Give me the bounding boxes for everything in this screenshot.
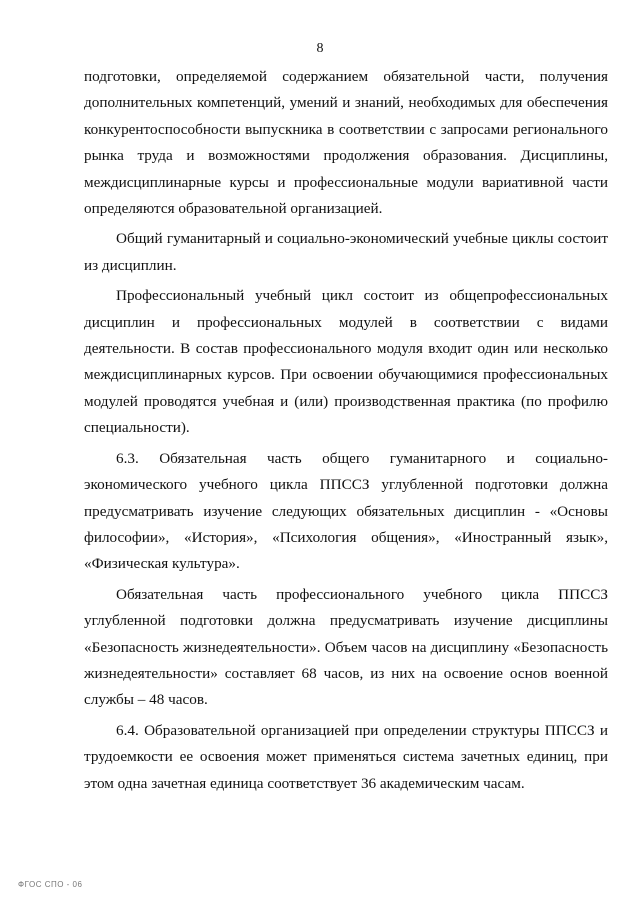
paragraph-continuation: подготовки, определяемой содержанием обязательной части, получения дополнительных компетенций, умений и знаний, необходимых для обеспечения конкурентоспособности выпускника в соответствии с запросами регионального рынка труда и возможностями продолжения образования. Дисциплины, междисциплинарные курсы и профессиональные модули вариативной части определяются образовательной организацией. (84, 68, 608, 218)
paragraph-professional-cycle: Профессиональный учебный цикл состоит из общепрофессиональных дисциплин и профессиональных модулей в соответствии с видами деятельности. В состав профессионального модуля входит один или несколько междисциплинарных курсов. При освоении обучающимися профессиональных модулей проводятся учебная и (или) производственная практика (по профилю специальности). (84, 287, 608, 437)
paragraph-section-6-4: 6.4. Образовательной организацией при определении структуры ППССЗ и трудоемкости ее освоения может применяться система зачетных единиц, при этом одна зачетная единица соответствует 36 академическим часам. (84, 721, 608, 792)
paragraph-section-6-3: 6.3. Обязательная часть общего гуманитарного и социально-экономического учебного цикла ППССЗ углубленной подготовки должна предусматривать изучение следующих обязательных дисциплин - «Основы философии», «История», «Психология общения», «Иностранный язык», «Физическая культура». (84, 449, 608, 573)
footer-document-code: ФГОС СПО - 06 (18, 880, 83, 889)
document-body (84, 64, 608, 797)
page-number: 8 (316, 41, 324, 56)
paragraph-general-cycles: Общий гуманитарный и социально-экономический учебные циклы состоит из дисциплин. (84, 230, 608, 274)
paragraph-life-safety: Обязательная часть профессионального учебного цикла ППССЗ углубленной подготовки должна предусматривать изучение дисциплины «Безопасность жизнедеятельности». Объем часов на дисциплину «Безопасность жизнедеятельности» составляет 68 часов, из них на освоение основ военной службы – 48 часов. (84, 585, 608, 709)
